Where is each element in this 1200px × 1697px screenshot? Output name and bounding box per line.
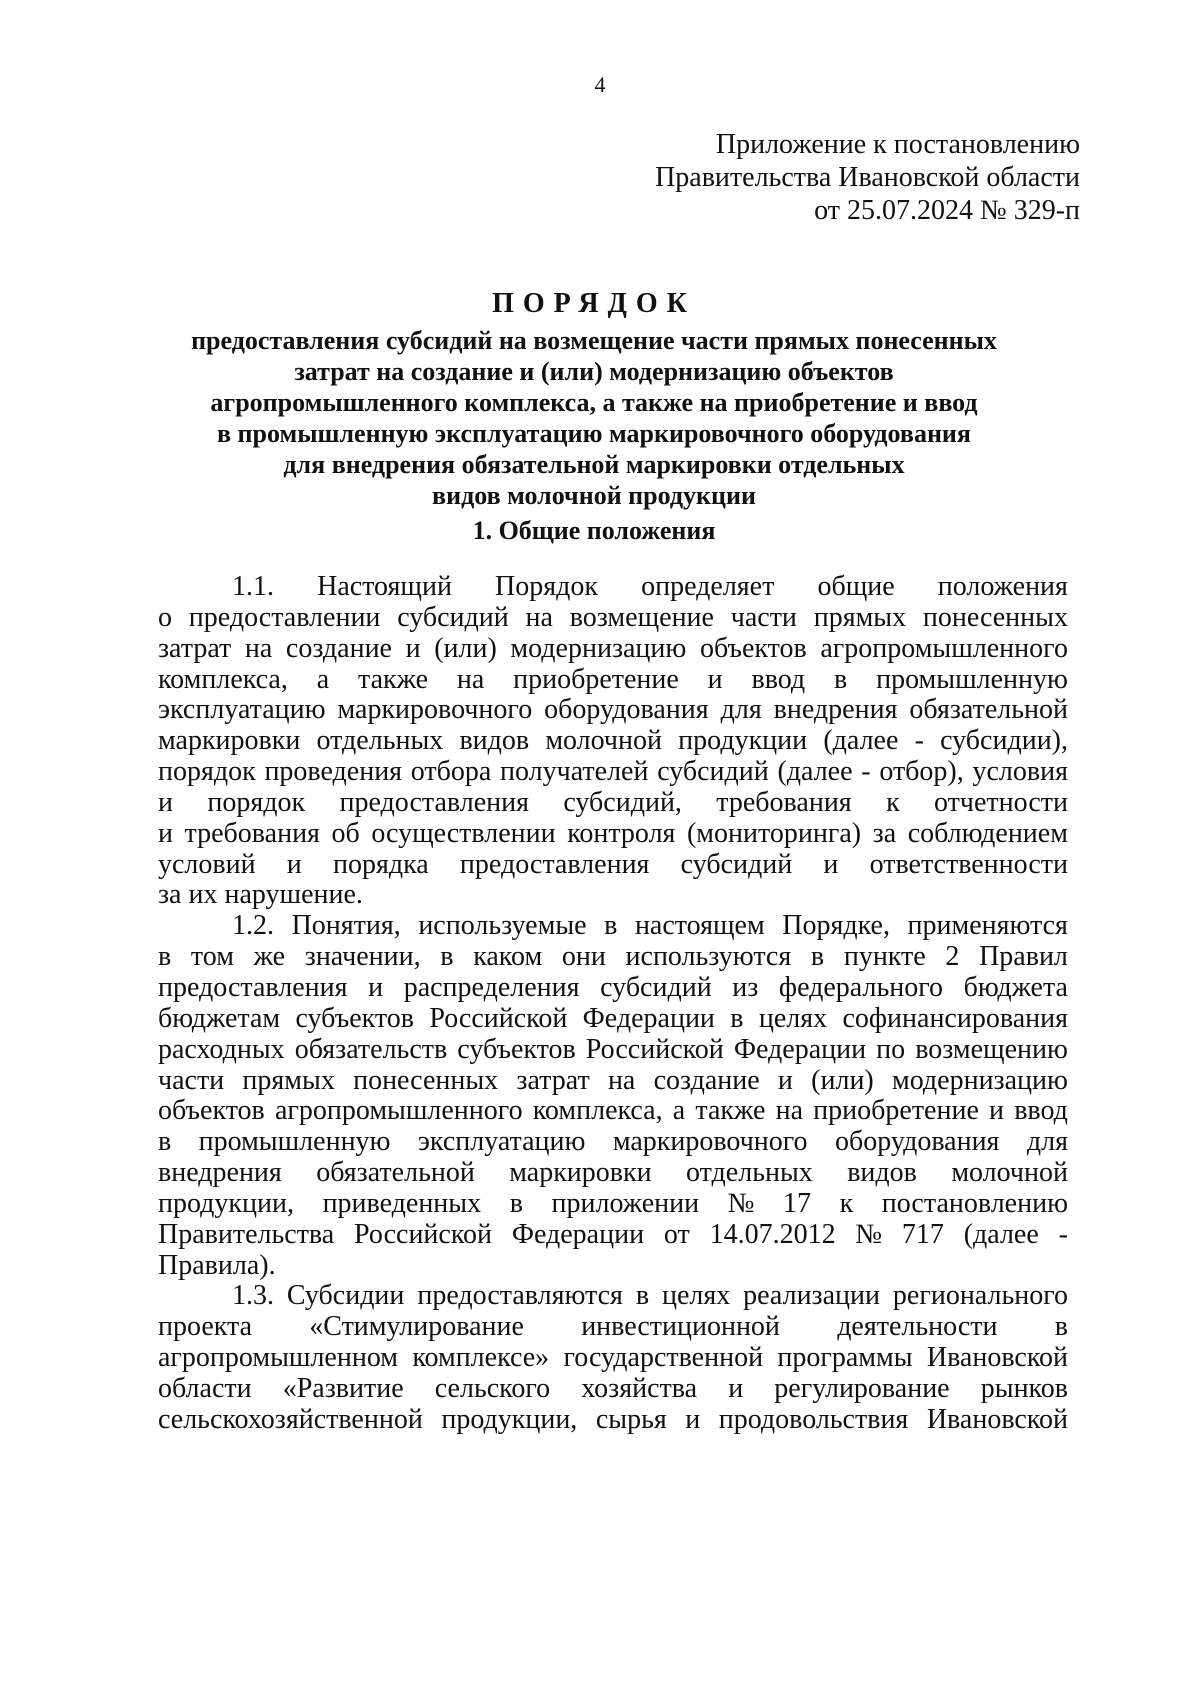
body-word: расходных <box>158 1033 285 1065</box>
body-word: от <box>663 1218 690 1250</box>
body-word: обязательной <box>909 694 1068 726</box>
body-word: Федерации <box>511 1218 645 1250</box>
body-word: комплекса, <box>158 663 288 695</box>
body-word: Понятия, <box>291 910 401 942</box>
body-word: в <box>158 1126 172 1158</box>
body-text <box>158 572 1068 1436</box>
body-word: также <box>357 663 428 695</box>
body-word: (далее <box>777 756 853 788</box>
body-word: обязательств <box>294 1033 448 1065</box>
body-word: Российской <box>354 1218 493 1250</box>
body-word: и <box>286 848 302 880</box>
body-word: соблюдением <box>907 817 1068 849</box>
body-word: субсидии), <box>940 725 1068 757</box>
body-line <box>158 1374 1068 1405</box>
body-word: том <box>190 941 234 973</box>
body-word: объектов <box>699 632 807 664</box>
body-word: требования <box>716 786 852 818</box>
body-word: контроля <box>567 817 676 849</box>
body-word: молочной <box>545 725 662 757</box>
body-word: 14.07.2012 <box>709 1218 836 1250</box>
body-word: 2 <box>945 941 960 973</box>
body-word: Ивановской <box>926 1342 1068 1374</box>
body-word: продовольствия <box>718 1403 909 1435</box>
body-word: части <box>730 601 797 633</box>
body-word: порядок <box>207 786 306 818</box>
body-word: в <box>810 941 825 973</box>
body-word: Российской <box>585 1033 724 1065</box>
body-word: затрат <box>516 1064 590 1096</box>
body-word: модернизацию <box>892 1064 1068 1096</box>
body-word: субсидий <box>600 971 712 1003</box>
body-word: для <box>1026 1126 1068 1158</box>
body-word: субсидий <box>680 848 793 880</box>
body-word: отчетности <box>934 786 1068 818</box>
body-line <box>158 1189 1068 1220</box>
body-word: проекта <box>158 1311 252 1343</box>
body-word: определяет <box>641 571 775 602</box>
body-word: на <box>244 632 273 664</box>
body-word: субъектов <box>457 1033 576 1065</box>
body-word: 717 <box>901 1218 944 1250</box>
body-word: маркировочного <box>337 694 533 726</box>
body-word: понесенных <box>353 1064 499 1096</box>
body-word: 1.2. <box>232 910 274 942</box>
body-word: каком <box>473 941 543 973</box>
body-word: видов <box>847 1157 917 1189</box>
body-word: отбора <box>410 756 492 788</box>
appendix-line-2: Правительства Ивановской области <box>655 162 1080 193</box>
appendix-line-3: от 25.07.2024 № 329-п <box>814 195 1080 226</box>
body-line <box>158 1343 1068 1374</box>
body-word: - <box>861 756 871 788</box>
body-word: на <box>525 601 553 633</box>
body-word: на <box>775 1095 803 1127</box>
body-word: Порядок <box>495 571 598 602</box>
body-word: в <box>635 1280 650 1312</box>
body-word: требования <box>184 817 320 849</box>
body-word: хозяйства <box>581 1372 698 1404</box>
body-word: возмещению <box>915 1033 1068 1065</box>
subtitle-line: предоставления субсидий на возмещение части прямых понесенных <box>191 326 997 355</box>
body-word: инвестиционной <box>581 1311 780 1343</box>
body-word: прямых <box>242 1064 335 1096</box>
body-line <box>158 1035 1068 1066</box>
body-word: 1.1. <box>232 571 274 602</box>
body-word: а <box>672 1095 686 1127</box>
body-word: деятельности <box>837 1311 998 1343</box>
body-word: Правил <box>979 941 1068 973</box>
body-word: условий <box>158 848 256 880</box>
body-word: (далее <box>963 1218 1039 1250</box>
body-word: рынков <box>980 1372 1068 1404</box>
body-word: понесенных <box>922 601 1068 633</box>
body-word: Правительства <box>158 1218 335 1250</box>
body-line <box>158 757 1068 788</box>
subtitle-line: для внедрения обязательной маркировки отдельных <box>283 450 905 479</box>
body-line <box>158 603 1068 634</box>
body-word: маркировочного <box>612 1126 808 1158</box>
body-word: целях <box>758 1002 828 1034</box>
body-word: к <box>886 786 900 818</box>
body-word: сельского <box>434 1372 551 1404</box>
body-word: проведения <box>264 756 403 788</box>
body-word: приложении <box>551 1187 700 1219</box>
body-word: же <box>253 941 286 973</box>
body-line <box>158 1127 1068 1158</box>
body-word: агропромышленного <box>820 632 1068 664</box>
body-word: общие <box>817 571 895 602</box>
body-line <box>158 1251 1068 1282</box>
body-line <box>158 973 1068 1004</box>
body-word: используемые <box>418 910 587 942</box>
subtitle-line: агропромышленного комплекса, а также на приобретение и ввод <box>210 388 978 417</box>
body-word: на <box>456 663 485 695</box>
body-line <box>158 911 1068 942</box>
body-word: Федерации <box>582 1002 715 1034</box>
body-word: Ивановской <box>926 1403 1068 1435</box>
body-word: (мониторинга) <box>686 817 862 849</box>
body-word: (или) <box>434 632 497 664</box>
body-word: программы <box>777 1342 913 1374</box>
body-word: федерального <box>778 971 943 1003</box>
body-word: получателей <box>500 756 649 788</box>
body-word: субсидий, <box>563 786 682 818</box>
appendix-line-1: Приложение к постановлению <box>715 129 1080 160</box>
body-word: бюджета <box>963 971 1068 1003</box>
body-word: по <box>876 1033 906 1065</box>
body-word: эксплуатацию <box>158 694 326 726</box>
body-word: Федерации <box>733 1033 867 1065</box>
subtitle-line: видов молочной продукции <box>432 481 756 510</box>
body-word: промышленную <box>876 663 1068 695</box>
body-word: они <box>561 941 606 973</box>
body-word: на <box>607 1064 636 1096</box>
body-line <box>158 1312 1068 1343</box>
body-word: агропромышленного <box>274 1095 523 1127</box>
body-word: сельскохозяйственной <box>158 1403 423 1435</box>
body-word: субсидий <box>657 756 769 788</box>
body-line <box>158 665 1068 696</box>
body-line <box>158 572 1068 603</box>
body-word: затрат <box>158 632 232 664</box>
body-word: продукции <box>678 725 808 757</box>
body-word: предоставляются <box>417 1280 623 1312</box>
body-word: и <box>405 632 421 664</box>
body-word: (или) <box>811 1064 874 1096</box>
body-word: 1.3. <box>232 1280 274 1312</box>
body-word: - <box>914 725 924 757</box>
body-word: для <box>720 694 762 726</box>
body-word: промышленную <box>198 1126 391 1158</box>
body-word: предоставлении <box>188 601 381 633</box>
body-word: в <box>604 910 618 942</box>
body-word: предоставления <box>158 971 348 1003</box>
body-word: в <box>158 941 172 973</box>
body-line <box>158 726 1068 757</box>
body-word: и <box>823 848 839 880</box>
body-word: в <box>834 663 848 695</box>
body-word: порядок <box>158 756 256 788</box>
body-word: осуществлении <box>371 817 556 849</box>
section-heading: 1. Общие положения <box>472 516 716 545</box>
document-title: ПОРЯДОК <box>492 288 696 319</box>
body-word: регулирование <box>774 1372 950 1404</box>
body-word: комплекса, <box>532 1095 663 1127</box>
body-word: используются <box>625 941 792 973</box>
body-word: в <box>440 941 454 973</box>
body-word: и <box>707 663 723 695</box>
body-line <box>158 942 1068 973</box>
body-word: комплексе» <box>412 1342 550 1374</box>
body-word: ввод <box>1014 1095 1068 1127</box>
body-word: Субсидии <box>286 1280 405 1312</box>
subtitle-line: затрат на создание и (или) модернизацию объектов <box>294 357 894 386</box>
body-word: маркировки <box>509 1157 652 1189</box>
body-word: внедрения <box>773 694 898 726</box>
body-word: Порядке, <box>782 910 890 942</box>
body-line <box>158 695 1068 726</box>
body-line <box>158 1004 1068 1035</box>
body-word: реализации <box>743 1280 880 1312</box>
body-word: сырья <box>595 1403 667 1435</box>
body-line <box>158 1158 1068 1189</box>
body-word: продукции, <box>441 1403 578 1435</box>
body-word: государственной <box>563 1342 764 1374</box>
body-word: и <box>158 786 173 818</box>
body-word: порядка <box>332 848 429 880</box>
page-number: 4 <box>594 72 606 97</box>
body-word: обязательной <box>316 1157 475 1189</box>
body-word: объектов <box>158 1095 265 1127</box>
body-word: о <box>158 601 172 633</box>
body-word: и <box>158 817 173 849</box>
body-line <box>158 788 1068 819</box>
body-word: регионального <box>892 1280 1068 1312</box>
body-word: приведенных <box>322 1187 482 1219</box>
body-word: также <box>695 1095 766 1127</box>
body-word: (далее <box>823 725 899 757</box>
body-line <box>158 1066 1068 1097</box>
body-word: эксплуатацию <box>417 1126 586 1158</box>
body-word: отдельных <box>316 725 444 757</box>
body-word: и <box>685 1403 701 1435</box>
body-word: «Стимулирование <box>309 1311 524 1343</box>
body-word: положения <box>937 571 1068 602</box>
body-word: Настоящий <box>317 571 452 602</box>
body-word: № <box>727 1187 755 1219</box>
body-word: и <box>989 1095 1005 1127</box>
body-word: софинансирования <box>842 1002 1068 1034</box>
body-word: части <box>158 1064 225 1096</box>
body-word: создание <box>285 632 392 664</box>
body-word: возмещение <box>569 601 714 633</box>
body-word: распределения <box>403 971 580 1003</box>
body-line <box>158 634 1068 665</box>
body-line <box>158 819 1068 850</box>
body-word: области <box>158 1372 252 1404</box>
body-word: применяются <box>907 910 1068 942</box>
body-word: модернизацию <box>510 632 687 664</box>
body-word: молочной <box>951 1157 1068 1189</box>
body-word: за их нарушение. <box>158 879 363 911</box>
body-word: оборудования <box>834 1126 1000 1158</box>
body-word: 17 <box>782 1187 811 1219</box>
body-word: предоставления <box>459 848 650 880</box>
body-word: предоставления <box>339 786 529 818</box>
body-line <box>158 880 1068 911</box>
body-word: и <box>777 1064 793 1096</box>
body-line <box>158 1096 1068 1127</box>
appendix-header <box>655 128 1080 227</box>
body-word: постановлению <box>881 1187 1068 1219</box>
body-word: условия <box>972 756 1068 788</box>
body-word: к <box>839 1187 854 1219</box>
body-word: № <box>855 1218 883 1250</box>
body-word: пункте <box>843 941 926 973</box>
body-word: - <box>1058 1218 1068 1250</box>
body-word: Правила). <box>158 1249 276 1281</box>
body-word: агропромышленном <box>158 1342 399 1374</box>
body-word: настоящем <box>634 910 765 942</box>
title-block <box>120 287 1068 511</box>
body-word: ввод <box>751 663 806 695</box>
body-word: и <box>728 1372 744 1404</box>
body-word: об <box>331 817 360 849</box>
body-line <box>158 1220 1068 1251</box>
body-word: прямых <box>813 601 907 633</box>
body-word: продукции, <box>158 1187 294 1219</box>
body-word: за <box>872 817 897 849</box>
body-word: отдельных <box>686 1157 813 1189</box>
body-word: создание <box>653 1064 760 1096</box>
body-word: ответственности <box>869 848 1068 880</box>
body-word: в <box>1054 1311 1068 1343</box>
body-line <box>158 1405 1068 1436</box>
body-word: и <box>368 971 384 1003</box>
body-word: «Развитие <box>282 1372 404 1404</box>
document-subtitle <box>120 325 1068 511</box>
body-word: оборудования <box>544 694 709 726</box>
body-word: в <box>509 1187 523 1219</box>
body-word: субсидий <box>397 601 509 633</box>
body-word: отбор), <box>879 756 964 788</box>
body-word: приобретение <box>513 663 679 695</box>
body-word: а <box>316 663 330 695</box>
body-word: Российской <box>429 1002 568 1034</box>
body-word: приобретение <box>813 1095 979 1127</box>
body-word: внедрения <box>158 1157 282 1189</box>
body-word: видов <box>459 725 530 757</box>
body-word: маркировки <box>158 725 301 757</box>
body-word: из <box>732 971 759 1003</box>
body-line <box>158 850 1068 881</box>
subtitle-line: в промышленную эксплуатацию маркировочного оборудования <box>217 419 971 448</box>
body-word: значении, <box>304 941 421 973</box>
body-word: целях <box>661 1280 731 1312</box>
body-word: в <box>730 1002 744 1034</box>
body-line <box>158 1281 1068 1312</box>
body-word: бюджетам <box>158 1002 281 1034</box>
body-word: субъектов <box>295 1002 414 1034</box>
